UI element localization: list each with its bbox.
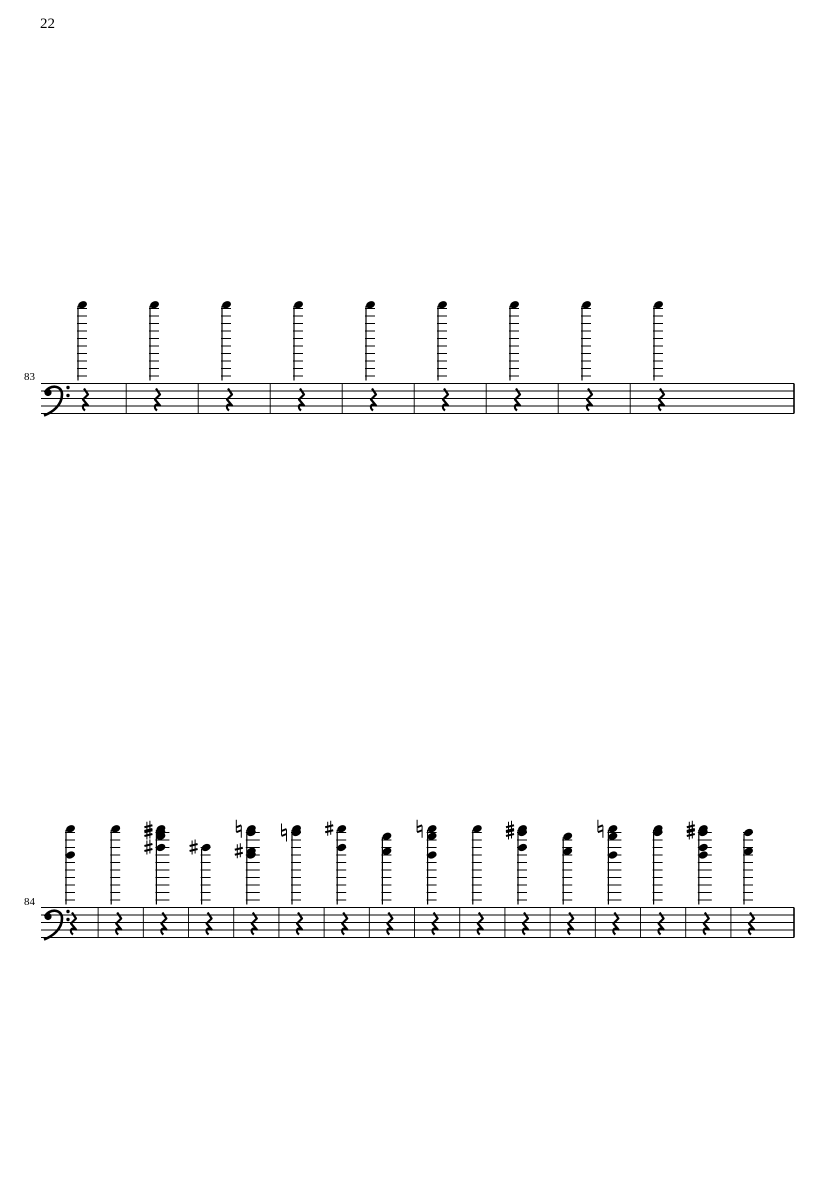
beat-chord [365, 300, 376, 411]
beat-chord [581, 300, 592, 411]
quarter-rest-icon [704, 913, 709, 935]
beat-chord [144, 821, 169, 935]
quarter-rest-icon [523, 913, 528, 935]
quarter-rest-icon [342, 913, 347, 935]
quarter-rest-icon [227, 389, 232, 411]
quarter-rest-icon [432, 913, 437, 935]
note-head [517, 843, 528, 853]
quarter-rest-icon [478, 913, 483, 935]
note-head [743, 828, 754, 838]
quarter-rest-icon [252, 913, 257, 935]
note-head [336, 843, 347, 853]
measure-number: 84 [24, 896, 35, 908]
sharp-icon [235, 843, 243, 858]
beat-chord [110, 824, 121, 935]
quarter-rest-icon [613, 913, 618, 935]
note-head [698, 843, 709, 853]
note-head [607, 850, 618, 860]
note-head [427, 850, 438, 860]
quarter-rest-icon [749, 913, 754, 935]
note-head [325, 821, 347, 836]
beat-chord [325, 821, 347, 935]
beat-chord [65, 824, 76, 935]
beat-chord [417, 820, 438, 935]
quarter-rest-icon [206, 913, 211, 935]
natural-icon [417, 820, 422, 838]
beat-chord [687, 821, 712, 935]
quarter-rest-icon [299, 389, 304, 411]
beat-chord [235, 820, 260, 935]
beat-chord [506, 821, 528, 935]
quarter-rest-icon [659, 389, 664, 411]
natural-icon [282, 824, 287, 842]
bass-clef-icon [44, 910, 70, 940]
quarter-rest-icon [387, 913, 392, 935]
beat-chord [77, 300, 88, 411]
quarter-rest-icon [297, 913, 302, 935]
beat-chord [381, 831, 392, 934]
beat-chord [149, 300, 160, 411]
quarter-rest-icon [568, 913, 573, 935]
note-head [65, 850, 76, 860]
bass-clef-icon [44, 386, 70, 416]
system-2 [24, 820, 794, 940]
quarter-rest-icon [161, 913, 166, 935]
beat-chord [282, 824, 303, 935]
beat-chord [437, 300, 448, 411]
beat-chord [221, 300, 232, 411]
quarter-rest-icon [371, 389, 376, 411]
natural-icon [236, 820, 241, 838]
system-1 [24, 300, 794, 416]
quarter-rest-icon [83, 389, 88, 411]
beat-chord [653, 300, 664, 411]
quarter-rest-icon [587, 389, 592, 411]
note-head [698, 850, 709, 860]
quarter-rest-icon [443, 389, 448, 411]
sharp-icon [325, 821, 333, 836]
beat-chord [598, 820, 622, 935]
sharp-icon [190, 840, 198, 855]
beat-chord [653, 824, 664, 935]
page-number: 22 [40, 16, 55, 32]
quarter-rest-icon [116, 913, 121, 935]
beat-chord [509, 300, 520, 411]
beat-chord [293, 300, 304, 411]
beat-chord [743, 828, 754, 935]
quarter-rest-icon [658, 913, 663, 935]
measure-number: 83 [24, 371, 35, 383]
quarter-rest-icon [71, 913, 76, 935]
sharp-icon [144, 840, 152, 855]
quarter-rest-icon [515, 389, 520, 411]
quarter-rest-icon [155, 389, 160, 411]
natural-icon [598, 820, 603, 838]
beat-chord [472, 824, 483, 935]
beat-chord [562, 831, 573, 934]
beat-chord [190, 840, 212, 935]
